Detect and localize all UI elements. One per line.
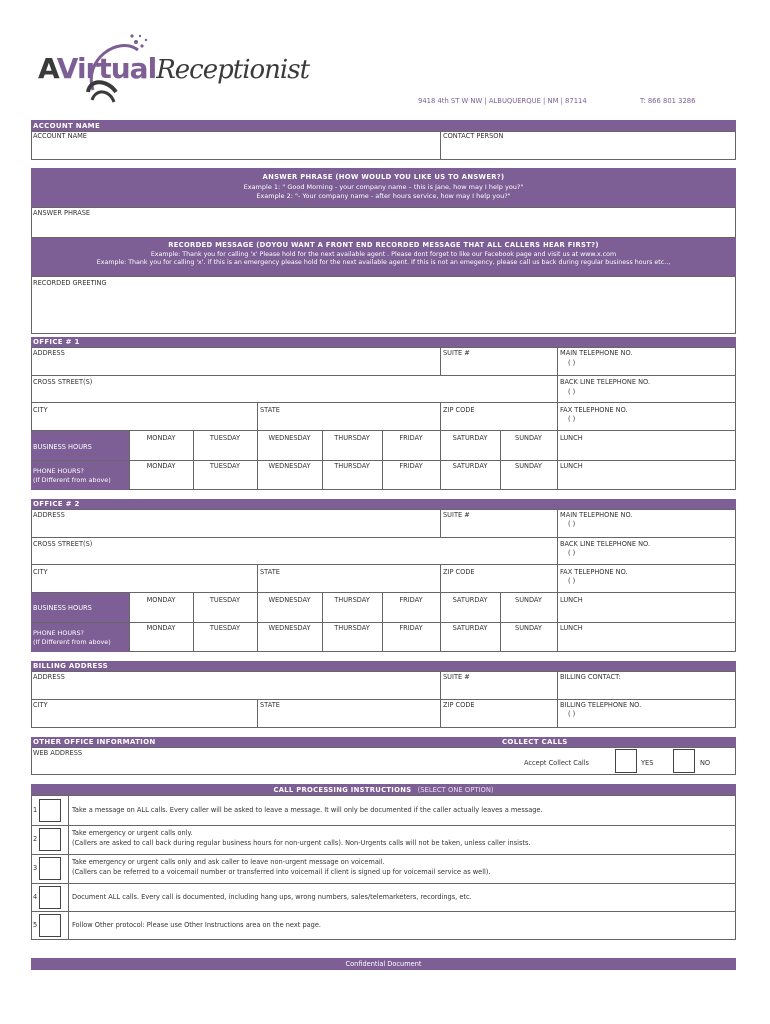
office-1-bh-friday: FRIDAY [399,434,423,442]
billing-tel-paren: ( ) [568,710,576,718]
answer-phrase-bar [31,168,736,207]
recorded-example-1: Example: Thank you for calling 'x' Please hold for the next available agent . Please dont forget to like our Facebook page and visit us at www.x.com [150,251,617,258]
office-1-bh-monday: MONDAY [146,434,176,442]
office-1-bh-lunch: LUNCH [560,434,583,442]
office-1-main-tel-label: MAIN TELEPHONE NO. [560,349,633,357]
office-1-ph-saturday: SATURDAY [452,462,488,470]
office-2-bh-monday: MONDAY [146,596,176,604]
recorded-message-title: RECORDED MESSAGE (DOYOU WANT A FRONT END RECORDED MESSAGE THAT ALL CALLERS HEAR FIRST?) [168,241,599,249]
office-2-bh-wednesday: WEDNESDAY [268,596,311,604]
web-address-input[interactable] [31,758,491,775]
phone-hours-text: PHONE HOURS? [33,467,84,475]
office-1-bar: OFFICE # 1 [31,337,736,347]
office-2-bh-saturday: SATURDAY [452,596,488,604]
billing-zip-label: ZIP CODE [443,701,475,709]
office-1-back-tel-paren: ( ) [568,388,576,396]
option-3-text: Take emergency or urgent calls only and ask caller to leave non-urgent message on voicemail. [72,858,385,866]
office-1-city-label: CITY [33,406,48,414]
office-2-ph-friday: FRIDAY [399,624,423,632]
divider [557,671,558,728]
accept-collect-calls-label: Accept Collect Calls [524,759,589,767]
office-2-ph-tuesday: TUESDAY [209,624,241,632]
office-2-ph-saturday: SATURDAY [452,624,488,632]
phone-hours-note: (If Different from above) [33,476,111,484]
logo-word-virtual: Virtual [56,52,157,85]
logo [36,30,310,110]
divider [257,402,258,430]
account-name-label: ACCOUNT NAME [33,132,87,140]
office-1-main-tel-paren: ( ) [568,359,576,367]
option-4-checkbox[interactable] [39,886,61,909]
office-2-bh-thursday: THURSDAY [334,596,370,604]
office-2-ph-lunch: LUNCH [560,624,583,632]
office-1-bh-tuesday: TUESDAY [209,434,241,442]
recorded-example-2: Example: Thank you for calling 'x'. if this is an emergency please hold for the next available agent. If this is not an emegency, please call us back during regular business hours etc.., [96,259,671,266]
instructions-title: CALL PROCESSING INSTRUCTIONS [273,786,412,794]
office-2-phone-hours-label [31,623,129,652]
office-1-phone-hours-label [31,461,129,490]
office-2-cross-label: CROSS STREET(S) [33,540,93,548]
office-2-suite-label: SUITE # [443,511,470,519]
office-2-state-label: STATE [260,568,280,576]
contact-person-label: CONTACT PERSON [443,132,504,140]
divider [31,883,736,884]
option-1-text: Take a message on ALL calls. Every caller will be asked to leave a message. It will only be documented if the caller actually leaves a message. [72,806,543,814]
office-2-zip-label: ZIP CODE [443,568,475,576]
divider [68,795,69,940]
instructions-bar [31,784,736,795]
collect-calls-bar: COLLECT CALLS [500,737,736,747]
contact-person-input[interactable] [441,141,736,160]
logo-letter-a: A [38,52,57,85]
option-2-number: 2 [33,835,38,843]
office-1-ph-friday: FRIDAY [399,462,423,470]
office-1-address-label: ADDRESS [33,349,65,357]
answer-phrase-input[interactable] [31,218,736,238]
office-2-business-hours-label: BUSINESS HOURS [31,593,129,622]
divider [31,375,736,376]
office-2-bh-lunch: LUNCH [560,596,583,604]
phone-hours-note: (If Different from above) [33,638,111,646]
office-1-bh-saturday: SATURDAY [452,434,488,442]
collect-no-checkbox[interactable] [673,749,695,773]
option-2-text: Take emergency or urgent calls only. [72,829,193,837]
office-2-city-label: CITY [33,568,48,576]
divider [257,699,258,728]
office-1-ph-sunday: SUNDAY [515,462,542,470]
footer-bar: Confidential Document [31,958,736,970]
option-2-checkbox[interactable] [39,828,61,851]
office-2-fax-label: FAX TELEPHONE NO. [560,568,628,576]
divider [31,911,736,912]
collect-yes-label: YES [641,759,654,767]
office-1-ph-tuesday: TUESDAY [209,462,241,470]
office-1-ph-monday: MONDAY [146,462,176,470]
office-2-bh-friday: FRIDAY [399,596,423,604]
divider [31,460,736,461]
office-2-address-label: ADDRESS [33,511,65,519]
billing-city-label: CITY [33,701,48,709]
divider [257,564,258,592]
office-2-fax-paren: ( ) [568,577,576,585]
logo-word-receptionist: Receptionist [156,55,310,85]
phone-hours-text: PHONE HOURS? [33,629,84,637]
option-1-checkbox[interactable] [39,799,61,822]
divider [557,509,558,652]
option-5-checkbox[interactable] [39,914,61,937]
office-1-bh-thursday: THURSDAY [334,434,370,442]
office-1-ph-lunch: LUNCH [560,462,583,470]
answer-phrase-label: ANSWER PHRASE [33,209,91,217]
office-2-bh-tuesday: TUESDAY [209,596,241,604]
billing-address-label: ADDRESS [33,673,65,681]
collect-yes-checkbox[interactable] [615,749,637,773]
office-2-ph-wednesday: WEDNESDAY [268,624,311,632]
company-phone: T: 866 801 3286 [640,97,696,105]
divider [31,699,736,700]
option-1-number: 1 [33,806,38,814]
divider [31,592,736,593]
account-bar: ACCOUNT NAME [31,120,736,131]
office-1-business-hours-label: BUSINESS HOURS [31,431,129,460]
billing-contact-label: BILLING CONTACT: [560,673,621,681]
office-2-back-tel-paren: ( ) [568,549,576,557]
office-1-ph-wednesday: WEDNESDAY [268,462,311,470]
divider [31,622,736,623]
other-office-bar: OTHER OFFICE INFORMATION [31,737,500,747]
account-name-input[interactable] [31,141,440,160]
office-1-fax-paren: ( ) [568,415,576,423]
option-4-text: Document ALL calls. Every call is documented, including hang ups, wrong numbers, sales/telemarketers, recordings, etc. [72,893,472,901]
option-5-text: Follow Other protocol: Please use Other Instructions area on the next page. [72,921,322,929]
answer-example-1: Example 1: " Good Morning - your company name – this is Jane, how may I help you?" [243,183,524,191]
divider [31,854,736,855]
option-3-subtext: (Callers can be referred to a voicemail number or transferred into voicemail if client is signed up for voicemail service as well). [72,868,491,876]
office-2-back-tel-label: BACK LINE TELEPHONE NO. [560,540,651,548]
office-2-ph-thursday: THURSDAY [334,624,370,632]
office-1-state-label: STATE [260,406,280,414]
option-2-subtext: (Callers are asked to call back during regular business hours for non-urgent calls). Non-Urgents calls will not be taken, unless caller insists. [72,839,531,847]
option-5-number: 5 [33,921,38,929]
divider [31,564,736,565]
office-2-main-tel-label: MAIN TELEPHONE NO. [560,511,633,519]
divider [31,825,736,826]
divider [440,564,441,592]
office-2-main-tel-paren: ( ) [568,520,576,528]
option-3-number: 3 [33,864,38,872]
office-2-ph-sunday: SUNDAY [515,624,542,632]
billing-suite-label: SUITE # [443,673,470,681]
billing-bar: BILLING ADDRESS [31,661,736,671]
office-1-back-tel-label: BACK LINE TELEPHONE NO. [560,378,651,386]
option-3-checkbox[interactable] [39,857,61,880]
collect-no-label: NO [700,759,711,767]
answer-phrase-title: ANSWER PHRASE (HOW WOULD YOU LIKE US TO ANSWER?) [262,173,505,181]
recorded-message-bar [31,238,736,276]
instructions-subtitle: (SELECT ONE OPTION) [417,786,494,794]
billing-tel-label: BILLING TELEPHONE NO. [560,701,642,709]
recorded-greeting-label: RECORDED GREETING [33,279,107,287]
office-2-bh-sunday: SUNDAY [515,596,542,604]
divider [440,402,441,430]
divider [31,537,736,538]
office-1-zip-label: ZIP CODE [443,406,475,414]
divider [557,347,558,490]
office-1-bh-wednesday: WEDNESDAY [268,434,311,442]
office-1-suite-label: SUITE # [443,349,470,357]
office-1-fax-label: FAX TELEPHONE NO. [560,406,628,414]
option-4-number: 4 [33,893,38,901]
office-1-ph-thursday: THURSDAY [334,462,370,470]
answer-example-2: Example 2: "- Your company name - after hours service, how may I help you?" [256,192,511,200]
divider [31,430,736,431]
office-2-ph-monday: MONDAY [146,624,176,632]
divider [31,402,736,403]
office-1-bh-sunday: SUNDAY [515,434,542,442]
divider [440,671,441,728]
divider [440,347,441,375]
recorded-greeting-input[interactable] [31,290,736,334]
divider [440,509,441,537]
web-address-label: WEB ADDRESS [33,749,83,757]
billing-state-label: STATE [260,701,280,709]
office-2-bar: OFFICE # 2 [31,499,736,509]
office-1-cross-label: CROSS STREET(S) [33,378,93,386]
company-address: 9418 4th ST W NW | ALBUQUERQUE | NM | 87114 [418,97,587,105]
